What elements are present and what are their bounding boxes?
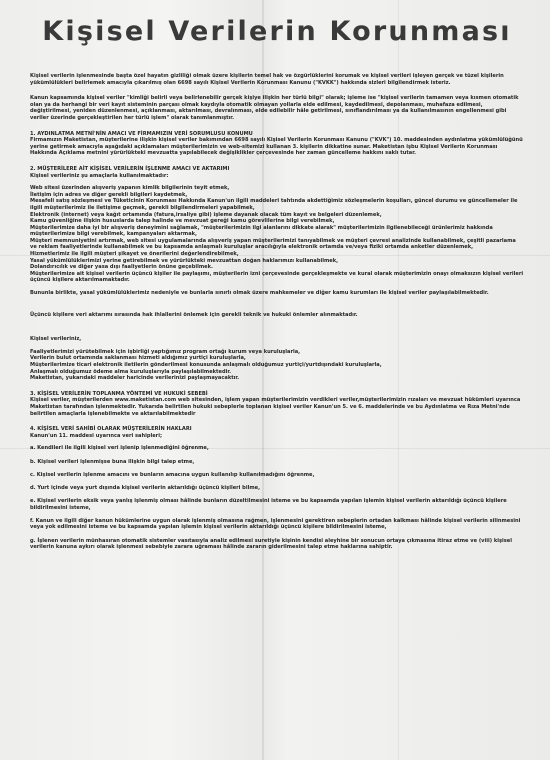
paper-crease <box>0 255 550 256</box>
list-item: Müşterilerimize ticari elektronik iletilerin gönderilmesi konusunda anlaşmalı olduğumuz yurtiçi/yurtdışındaki kuruluşlarla, <box>30 362 382 368</box>
rights-item: a. Kendileri ile ilgili kişisel veri işlenip işlenmediğini öğrenme, <box>30 445 209 452</box>
rights-item: d. Yurt içinde veya yurt dışında kişisel verilerin aktarıldığı üçüncü kişileri bilme, <box>30 484 261 491</box>
section-3-heading: 3. KİŞİSEL VERİLERİN TOPLANMA YÖNTEMİ VE HUKUKİ SEBEBİ <box>30 390 208 397</box>
data-shared-intro: Kişisel verileriniz, <box>30 336 82 343</box>
list-item: Elektronik (internet) veya kağıt ortamında (fatura,irsaliye gibi) işleme dayanak olacak tüm kayıt ve belgeleri düzenlemek, <box>30 211 382 218</box>
rights-item: b. Kişisel verileri işlenmişse buna ilişkin bilgi talep etme, <box>30 458 195 465</box>
section-1-heading: 1. AYDINLATMA METNİ'NİN AMACI VE FİRMAMIZIN VERİ SORUMLUSU KONUMU <box>30 130 253 137</box>
list-item: Müşteri memnuniyetini artırmak, web sitesi uygulamalarında alışveriş yapan müşterilerimizi tanıyabilmek ve müşteri çevresi analizinde kullanabilmek, çeşitli pazarlama ve reklam faaliyetlerinde kullanabilmek ve bu kapsamda anlaşmalı kuruluşlar aracılığıyla elektronik ortamda ve/veya fiziki ortamda anketler düzenlemek, <box>30 237 516 251</box>
section-4-heading: 4. KİŞİSEL VERİ SAHİBİ OLARAK MÜŞTERİLERİN HAKLARI <box>30 426 192 433</box>
rights-item: f. Kanun ve ilgili diğer kanun hükümlerine uygun olarak işlenmiş olmasına rağmen, işlenmesini gerektiren sebeplerin ortadan kalkması hâlinde kişisel verilerin silinmesini veya yok edilmesini isteme ve bu kapsamda yapılan işlemin kişisel verilerin aktarıldığı üçüncü kişilere bildirilmesini isteme, <box>30 517 521 531</box>
definition-paragraph: Kanun kapsamında kişisel veriler "kimliği belirli veya belirlenebilir gerçek kişiye ilişkin her türlü bilgi" olarak; işleme ise "kişisel verilerin tamamen veya kısmen otomatik olan ya da herhangi bir veri kayıt sisteminin parçası olmak kaydıyla otomatik olmayan yollarla elde edilmesi, kaydedilmesi, depolanması, muhafaza edilmesi, değiştirilmesi, yeniden düzenlenmesi, açıklanması, aktarılması, devralınması, elde edilebilir hâle getirilmesi, sınıflandırılması ya da kullanılmasının engellenmesi gibi veriler üzerinde gerçekleştirilen her türlü işlem" olarak tanımlanmıştır. <box>30 95 519 121</box>
list-item: Faaliyetlerimizi yürütebilmek için işbirliği yaptığımız program ortağı kurum veya kuruluşlarla, <box>30 348 301 355</box>
section-2-intro: Kişisel verileriniz şu amaçlarla kullanılmaktadır: <box>30 172 169 179</box>
intro-paragraph: Kişisel verilerin işlenmesinde başta özel hayatın gizliliği olmak üzere kişilerin temel hak ve özgürlüklerini korumak ve kişisel verileri işleyen gerçek ve tüzel kişilerin yükümlülükleri belirlemek amacıyla çıkarılmış olan 6698 sayılı Kişisel Verilerin Korunması Kanunu ("KVKK") hakkında sizleri bilgilendirmek isteriz. <box>30 73 504 86</box>
rights-item: c. Kişisel verilerin işlenme amacını ve bunların amacına uygun kullanılıp kullanılmadığını öğrenme, <box>30 471 315 478</box>
rights-item: g. İşlenen verilerin münhasıran otomatik sistemler vasıtasıyla analiz edilmesi suretiyle kişinin kendisi aleyhine bir sonucun ortaya çıkmasına itiraz etme ve (viii) kişisel verilerin kanuna aykırı olarak işlenmesi sebebiyle zarara uğraması hâlinde zararın giderilmesini talep etme haklarına sahiptir. <box>30 537 512 551</box>
list-item: Anlaşmalı olduğumuz ödeme alma kuruluşlarıyla paylaşılabilmektedir. <box>30 368 232 375</box>
section-2-heading: 2. MÜŞTERİLERE AİT KİŞİSEL VERİLERİN İŞLENME AMACI VE AKTARIMI <box>30 165 230 172</box>
paper-crease <box>262 0 264 760</box>
paper-crease <box>398 0 399 760</box>
list-item: Dolandırıcılık ve diğer yasa dışı faaliyetlerin önüne geçebilmek. <box>30 264 213 271</box>
safeguard-paragraph: Üçüncü kişilere veri aktarımı sırasında hak ihlallerini önlemek için gerekli teknik ve hukuki önlemler alınmaktadır. <box>30 311 358 318</box>
list-item: Web sitesi üzerinden alışveriş yapanın kimlik bilgilerinin teyit etmek, <box>30 185 230 192</box>
sharing-paragraph: Bununla birlikte, yasal yükümlülüklerimiz nedeniyle ve bunlarla sınırlı olmak üzere mahkemeler ve diğer kamu kurumları ile kişisel veriler paylaşılabilmektedir. <box>30 290 489 297</box>
list-item: Müşterilerimize ait kişisel verilerin üçüncü kişiler ile paylaşımı, müşterilerin izni çerçevesinde gerçekleşmekte ve kural olarak müşterimizin onayı olmaksızın kişisel verileri üçüncü kişilere aktarılmamaktadır. <box>30 270 524 284</box>
list-item: Yasal yükümlülüklerimizi yerine getirebilmek ve yürürlükteki mevzuattan doğan haklarımızı kullanabilmek, <box>30 257 339 264</box>
section-3-body: Kişisel veriler, müşterilerden www.maketistan.com web sitesinden, işlem yapan müşterilerimizin verdikleri veriler,müşterilerimizin rızaları ve mevzuat hükümleri uyarınca Maketistan tarafından işlenmektedir. Yukarıda belirtilen hukuki sebeplerle toplanan kişisel veriler Kanun'un 5. ve 6. maddelerinde ve bu Aydınlatma ve Rıza Metni'nde belirtilen amaçlarla işlenebilmekte ve aktarılabilmektedir <box>30 397 521 417</box>
list-item: Mesafeli satış sözleşmesi ve Tüketicinin Korunması Hakkında Kanun'un ilgili maddeleri tahtında akdettiğimiz sözleşmelerin koşulları, güncel durumu ve güncellemeler ile ilgili müşterilerimiz ile iletişime geçmek, gerekli bilgilendirmeleri yapabilmek, <box>30 198 518 211</box>
list-item: Maketistan, yukarıdaki maddeler haricinde verilerinizi paylaşmayacaktır. <box>30 375 240 382</box>
section-4-intro: Kanun'un 11. maddesi uyarınca veri sahipleri; <box>30 432 162 439</box>
list-item: Hizmetlerimiz ile ilgili müşteri şikayet ve önerilerini değerlendirebilmek, <box>30 251 239 258</box>
list-item: Verilerin bulut ortamında saklanması hizmeti aldığımız yurtiçi kuruluşlarla, <box>30 355 246 362</box>
list-item: Kamu güvenliğine ilişkin hususlarda talep halinde ve mevzuat gereği kamu görevlilerine bilgi verebilmek, <box>30 218 335 225</box>
section-1-body: Firmamızın Maketistan, müşterilerine ilişkin kişisel veriler bakımından 6698 sayılı Kişisel Verilerin Korunması Kanunu ("KVK") 10. maddesinden aydınlatma yükümlülüğünü yerine getirmek amacıyla aşağıdaki açıklamaları müşterilerimizin ve web-sitemizi kullanan 3. kişilerin dikkatine sunar. Maketistan işbu Kişisel Verilerin Korunması Hakkında Açıklama metnini yürürlükteki mevzuatta yapılabilecek değişiklikler çerçevesinde her zaman güncelleme hakkını saklı tutar. <box>30 137 523 157</box>
page-title: Kişisel Verilerin Korunması <box>42 16 512 47</box>
rights-item: e. Kişisel verilerin eksik veya yanlış işlenmiş olması hâlinde bunların düzeltilmesini isteme ve bu kapsamda yapılan işlemin kişisel verilerin aktarıldığı üçüncü kişilere bildirilmesini isteme, <box>30 498 507 511</box>
list-item: İletişim için adres ve diğer gerekli bilgileri kaydetmek, <box>30 191 188 198</box>
paper-crease <box>0 448 550 449</box>
list-item: Müşterilerimize daha iyi bir alışveriş deneyimini sağlamak, "müşterilerimizin ilgi alanlarını dikkate alarak" müşterilerimizin ilgilenebileceği ürünlerimiz hakkında müşterilerimize bilgi verebilmek, kampanyaları aktarmak, <box>30 224 493 238</box>
